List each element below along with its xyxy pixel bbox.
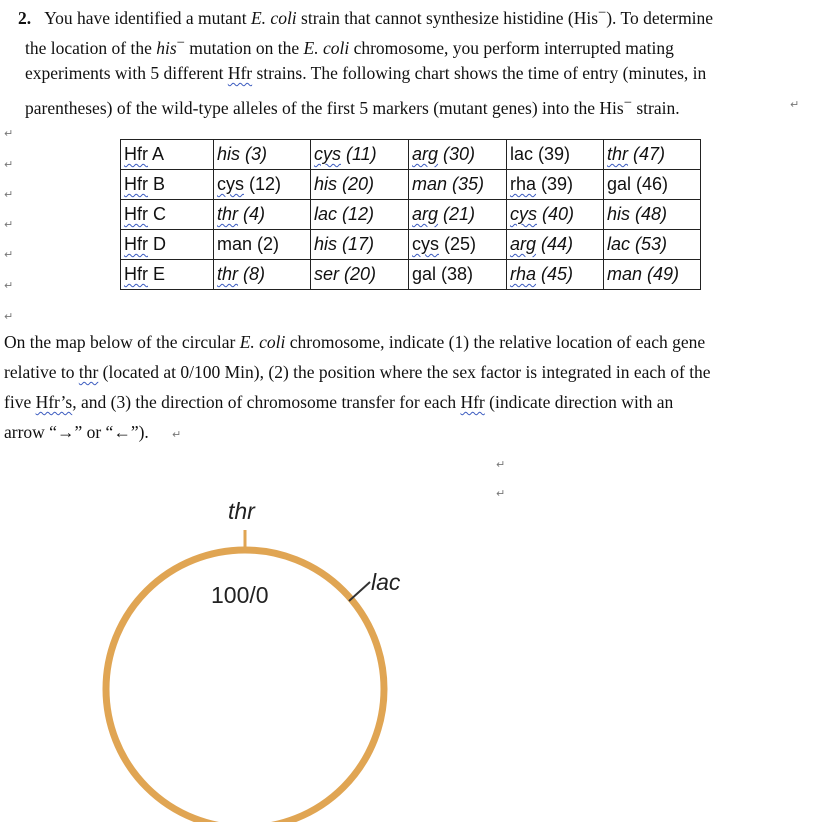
entry-cell: [507, 230, 604, 260]
entry-cell: [409, 260, 507, 290]
entry-text: lac (53): [607, 234, 668, 254]
entry-text: his (17): [314, 234, 375, 254]
entry-cell: [604, 260, 701, 290]
table-row: [121, 260, 701, 290]
entry-cell: [311, 260, 409, 290]
entry-cell: [604, 170, 701, 200]
paragraph-mark: ↵: [4, 248, 14, 261]
hfr-word: Hfr: [124, 144, 148, 164]
table-row: [121, 230, 701, 260]
entry-text: cys (11): [314, 144, 377, 164]
entry-cell: [311, 200, 409, 230]
gene-name: arg: [510, 234, 537, 254]
text: relative to: [4, 362, 79, 382]
gene-name: cys: [510, 204, 537, 224]
entry-text: man (2): [217, 234, 280, 254]
text: strain that cannot synthesize histidine (His: [296, 7, 598, 28]
entry-cell: [507, 170, 604, 200]
instructions-line-1: [4, 331, 705, 353]
strain-cell: [121, 260, 214, 290]
gene-name: rha: [510, 264, 537, 284]
text: chromosome, you perform interrupted mating: [349, 37, 674, 58]
entry-cell: [409, 170, 507, 200]
entry-cell: [507, 260, 604, 290]
chromosome-map[interactable]: [0, 440, 816, 822]
entry-text: his (48): [607, 204, 668, 224]
entry-text: lac (39): [510, 144, 571, 164]
entry-text: man (49): [607, 264, 680, 284]
strain-cell: [121, 170, 214, 200]
entry-cell: [604, 230, 701, 260]
text: strain.: [631, 97, 680, 118]
gene-name: thr: [607, 144, 629, 164]
text: , and (3) the direction of chromosome transfer for each: [72, 392, 461, 412]
entry-text: arg (30): [412, 144, 476, 164]
text: On the map below of the circular: [4, 332, 240, 352]
text: experiments with 5 different: [25, 63, 228, 83]
text: parentheses) of the wild-type alleles of the first 5 markers (mutant genes) into the His: [25, 97, 624, 118]
table-row: [121, 170, 701, 200]
entry-text: rha (45): [510, 264, 574, 284]
entry-cell: [604, 140, 701, 170]
text: arrow “→” or “←”).: [4, 422, 149, 442]
text-italic: E. coli: [303, 37, 350, 58]
paragraph-mark: ↵: [4, 158, 14, 171]
text: strains. The following chart shows the time of entry (minutes, in: [252, 63, 707, 83]
question-line-3: [25, 62, 706, 84]
paragraph-mark: ↵: [4, 279, 14, 292]
hfr-word: Hfr: [124, 264, 148, 284]
text: (indicate direction with an: [484, 392, 674, 412]
instructions-line-3: [4, 391, 673, 413]
gene-name: arg: [412, 144, 439, 164]
question-line-2: [25, 32, 674, 59]
text-italic: his: [156, 37, 177, 58]
entry-cell: [507, 200, 604, 230]
origin-label: 100/0: [211, 582, 269, 608]
entry-text: ser (20): [314, 264, 377, 284]
text: ). To determine: [606, 7, 714, 28]
entry-text: his (3): [217, 144, 268, 164]
entry-cell: [214, 200, 311, 230]
gene-name: rha: [510, 174, 537, 194]
gene-name: arg: [412, 204, 439, 224]
text: the location of the: [25, 37, 157, 58]
entry-cell: [214, 230, 311, 260]
hfr-word: Hfr: [124, 174, 148, 194]
entry-text: gal (38): [412, 264, 474, 284]
strain-label: Hfr E: [124, 264, 166, 284]
hfr-word: Hfr: [124, 234, 148, 254]
text: five: [4, 392, 36, 412]
text-italic: E. coli: [239, 332, 286, 352]
entry-text: thr (4): [217, 204, 266, 224]
entry-text: cys (40): [510, 204, 575, 224]
table-row: [121, 140, 701, 170]
paragraph-mark: ↵: [496, 458, 506, 471]
paragraph-mark: ↵: [4, 188, 14, 201]
entry-text: his (20): [314, 174, 375, 194]
entry-text: gal (46): [607, 174, 669, 194]
text-spellcheck: Hfr’s: [35, 392, 73, 412]
text-spellcheck: thr: [78, 362, 99, 382]
hfr-entry-table: [120, 139, 701, 290]
text-spellcheck: Hfr: [227, 63, 253, 83]
entry-text: man (35): [412, 174, 485, 194]
strain-label: Hfr D: [124, 234, 166, 254]
instructions-line-2: [4, 361, 711, 383]
gene-name: cys: [412, 234, 439, 254]
entry-text: thr (47): [607, 144, 666, 164]
entry-text: lac (12): [314, 204, 375, 224]
text: You have identified a mutant: [44, 7, 251, 28]
entry-text: cys (25): [412, 234, 477, 254]
entry-cell: [604, 200, 701, 230]
entry-cell: [409, 200, 507, 230]
question-number: 2.: [18, 7, 32, 28]
strain-label: Hfr B: [124, 174, 166, 194]
entry-text: arg (44): [510, 234, 574, 254]
entry-text: cys (12): [217, 174, 282, 194]
entry-cell: [311, 170, 409, 200]
strain-cell: [121, 140, 214, 170]
thr-label: thr: [228, 498, 255, 524]
paragraph-mark: ↵: [4, 127, 14, 140]
text-spellcheck: Hfr: [460, 392, 485, 412]
entry-text: thr (8): [217, 264, 266, 284]
entry-cell: [409, 140, 507, 170]
text: chromosome, indicate (1) the relative location of each gene: [285, 332, 706, 352]
superscript: −: [598, 5, 607, 21]
entry-cell: [409, 230, 507, 260]
superscript: −: [176, 35, 185, 51]
lac-tick-mark: [349, 582, 370, 601]
paragraph-mark: ↵: [4, 218, 14, 231]
text: mutation on the: [184, 37, 304, 58]
paragraph-mark: ↵: [496, 487, 506, 500]
strain-cell: [121, 230, 214, 260]
superscript: −: [623, 95, 632, 111]
strain-label: Hfr C: [124, 204, 166, 224]
entry-cell: [311, 230, 409, 260]
gene-name: thr: [217, 264, 239, 284]
entry-text: rha (39): [510, 174, 574, 194]
entry-cell: [214, 260, 311, 290]
entry-cell: [214, 170, 311, 200]
text: (located at 0/100 Min), (2) the position where the sex factor is integrated in each of the: [98, 362, 711, 382]
strain-cell: [121, 200, 214, 230]
table-row: [121, 200, 701, 230]
question-line-4: [25, 92, 680, 119]
paragraph-mark: ↵: [172, 428, 182, 441]
entry-cell: [214, 140, 311, 170]
gene-name: cys: [314, 144, 341, 164]
question-line-1: [18, 2, 713, 29]
entry-text: arg (21): [412, 204, 476, 224]
text-italic: E. coli: [250, 7, 297, 28]
gene-name: thr: [217, 204, 239, 224]
lac-label: lac: [371, 569, 401, 595]
hfr-word: Hfr: [124, 204, 148, 224]
paragraph-mark: ↵: [4, 310, 14, 323]
entry-cell: [507, 140, 604, 170]
gene-name: cys: [217, 174, 244, 194]
entry-cell: [311, 140, 409, 170]
paragraph-mark: ↵: [790, 98, 800, 111]
strain-label: Hfr A: [124, 144, 165, 164]
